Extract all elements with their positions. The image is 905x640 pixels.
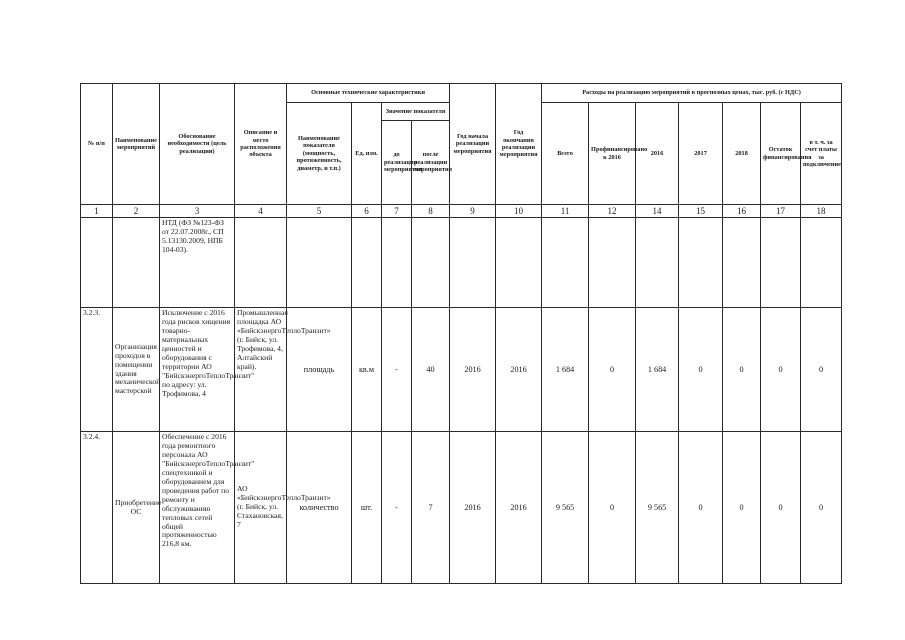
row-2017 (679, 218, 723, 308)
header-year-start: Год начала реализации мероприятия (450, 84, 496, 205)
row-remaining (761, 218, 801, 308)
row-2017: 0 (679, 432, 723, 584)
row-location (235, 218, 287, 308)
col-number: 1 (81, 205, 113, 218)
header-no: № п/п (81, 84, 113, 205)
row-name: Организация проходов в помещении здания механической мастерской (113, 308, 160, 432)
row-incl: 0 (801, 432, 842, 584)
col-number: 17 (761, 205, 801, 218)
row-2016 (636, 218, 679, 308)
row-year-end: 2016 (496, 432, 542, 584)
row-after: 7 (412, 432, 450, 584)
col-number: 11 (542, 205, 589, 218)
row-total (542, 218, 589, 308)
row-total: 1 684 (542, 308, 589, 432)
col-number: 5 (287, 205, 352, 218)
col-number: 9 (450, 205, 496, 218)
col-number: 18 (801, 205, 842, 218)
row-incl (801, 218, 842, 308)
document-sheet (80, 83, 842, 584)
header-after: после реализации мероприятия (412, 121, 450, 205)
row-no (81, 218, 113, 308)
header-group-costs: Расходы на реализацию мероприятий в прогнозных ценах, тыс. руб. (с НДС) (542, 84, 842, 103)
row-financed: 0 (589, 432, 636, 584)
row-justification: Исключение с 2016 года рисков хищения товарно-материальных ценностей и оборудования с территории АО "БийскэнергоТеплоТранзит" по адресу: ул. Трофимова, 4 (160, 308, 235, 432)
column-numbers-row (81, 205, 842, 218)
header-remaining: Остаток финансирования (761, 103, 801, 205)
col-number: 6 (352, 205, 382, 218)
table-row (81, 432, 842, 584)
row-2016: 1 684 (636, 308, 679, 432)
row-after: 40 (412, 308, 450, 432)
row-indicator: площадь (287, 308, 352, 432)
header-incl: в т. ч. за счет платы за подключение (801, 103, 842, 205)
row-unit: кв.м (352, 308, 382, 432)
table-row (81, 218, 842, 308)
header-unit: Ед. изм. (352, 103, 382, 205)
row-before: - (382, 308, 412, 432)
row-before (382, 218, 412, 308)
col-number: 10 (496, 205, 542, 218)
row-after (412, 218, 450, 308)
col-number: 4 (235, 205, 287, 218)
header-name: Наименование мероприятий (113, 84, 160, 205)
table-row (81, 308, 842, 432)
header-indicator: Наименование показателя (мощность, протяженность, диаметр, и т.п.) (287, 103, 352, 205)
row-year-start: 2016 (450, 308, 496, 432)
row-total: 9 565 (542, 432, 589, 584)
row-location: Промышленная площадка АО «БийскэнергоТеплоТранзит» (г. Бийск, ул. Трофимова, 4, Алтайский край). (235, 308, 287, 432)
col-number: 14 (636, 205, 679, 218)
row-no: 3.2.4. (81, 432, 113, 584)
row-year-start (450, 218, 496, 308)
col-number: 7 (382, 205, 412, 218)
header-2017: 2017 (679, 103, 723, 205)
row-year-end (496, 218, 542, 308)
header-group-tech: Основные технические характеристики (287, 84, 450, 103)
col-number: 3 (160, 205, 235, 218)
row-no: 3.2.3. (81, 308, 113, 432)
row-name: Приобретение ОС (113, 432, 160, 584)
row-2017: 0 (679, 308, 723, 432)
header-before: до реализации мероприятия (382, 121, 412, 205)
header-year-end: Год окончания реализации мероприятия (496, 84, 542, 205)
col-number: 15 (679, 205, 723, 218)
row-financed: 0 (589, 308, 636, 432)
header-location: Описание и место расположения объекта (235, 84, 287, 205)
col-number: 8 (412, 205, 450, 218)
row-2018: 0 (723, 308, 761, 432)
header-justification: Обоснование необходимости (цель реализации) (160, 84, 235, 205)
row-location: АО «БийскэнергоТеплоТранзит» (г. Бийск, ул. Стахановская, 7 (235, 432, 287, 584)
row-remaining: 0 (761, 308, 801, 432)
col-number: 12 (589, 205, 636, 218)
header-group-value: Значение показателя (382, 103, 450, 121)
header-2018: 2018 (723, 103, 761, 205)
col-number: 2 (113, 205, 160, 218)
row-remaining: 0 (761, 432, 801, 584)
investment-program-table (80, 83, 842, 584)
row-2016: 9 565 (636, 432, 679, 584)
row-unit: шт. (352, 432, 382, 584)
row-year-start: 2016 (450, 432, 496, 584)
row-indicator: количество (287, 432, 352, 584)
row-2018: 0 (723, 432, 761, 584)
row-unit (352, 218, 382, 308)
header-financed: Профинансировано к 2016 (589, 103, 636, 205)
row-justification: НТД (ФЗ №123-ФЗ от 22.07.2008г., СП 5.13130.2009, НПБ 104-03). (160, 218, 235, 308)
row-year-end: 2016 (496, 308, 542, 432)
row-financed (589, 218, 636, 308)
header-total: Всего (542, 103, 589, 205)
header-2016: 2016 (636, 103, 679, 205)
row-justification: Обеспечение с 2016 года ремонтного персонала АО "БийскэнергоТеплоТранзит" спецтехникой и оборудованием для проведения работ по ремонту и обслуживанию тепловых сетей общей протяженностью 216,8 км. (160, 432, 235, 584)
row-indicator (287, 218, 352, 308)
row-name (113, 218, 160, 308)
col-number: 16 (723, 205, 761, 218)
row-2018 (723, 218, 761, 308)
row-incl: 0 (801, 308, 842, 432)
row-before: - (382, 432, 412, 584)
